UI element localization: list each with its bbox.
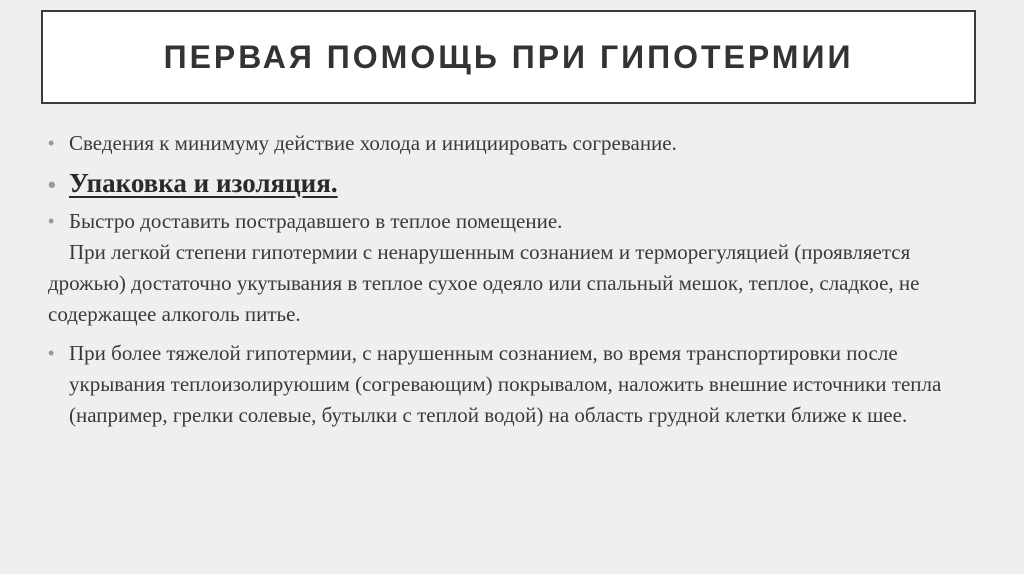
- bullet-item-2: [48, 165, 978, 201]
- title-box: [41, 10, 976, 104]
- bullet-dot-icon: •: [48, 211, 55, 231]
- slide-title: ПЕРВАЯ ПОМОЩЬ ПРИ ГИПОТЕРМИИ: [163, 38, 854, 75]
- bullet-item-3: [48, 206, 978, 237]
- paragraph-mild-hypothermia: При легкой степени гипотермии с ненарушенным сознанием и терморегуляцией (проявляется дрожью) достаточно укутывания в теплое сухое одеяло или спальный мешок, теплое, сладкое, не содержащее алкоголь питье.: [48, 240, 920, 326]
- slide-content: [48, 128, 978, 431]
- bullet-dot-icon: •: [48, 172, 56, 197]
- bullet-heading: Упаковка и изоляция.: [69, 168, 338, 198]
- bullet-item-4: [48, 338, 978, 431]
- bullet-dot-icon: •: [48, 343, 55, 363]
- bullet-dot-icon: •: [48, 133, 55, 153]
- bullet-text: При более тяжелой гипотермии, с нарушенным сознанием, во время транспортировки после укрывания теплоизолируюшим (согревающим) покрывалом, наложить внешние источники тепла (например, грелки солевые, бутылки с теплой водой) на область грудной клетки ближе к шее.: [69, 341, 942, 427]
- bullet-text: Быстро доставить пострадавшего в теплое помещение.: [69, 209, 563, 233]
- bullet-item-1: [48, 128, 978, 159]
- bullet-text: Сведения к минимуму действие холода и инициировать согревание.: [69, 131, 677, 155]
